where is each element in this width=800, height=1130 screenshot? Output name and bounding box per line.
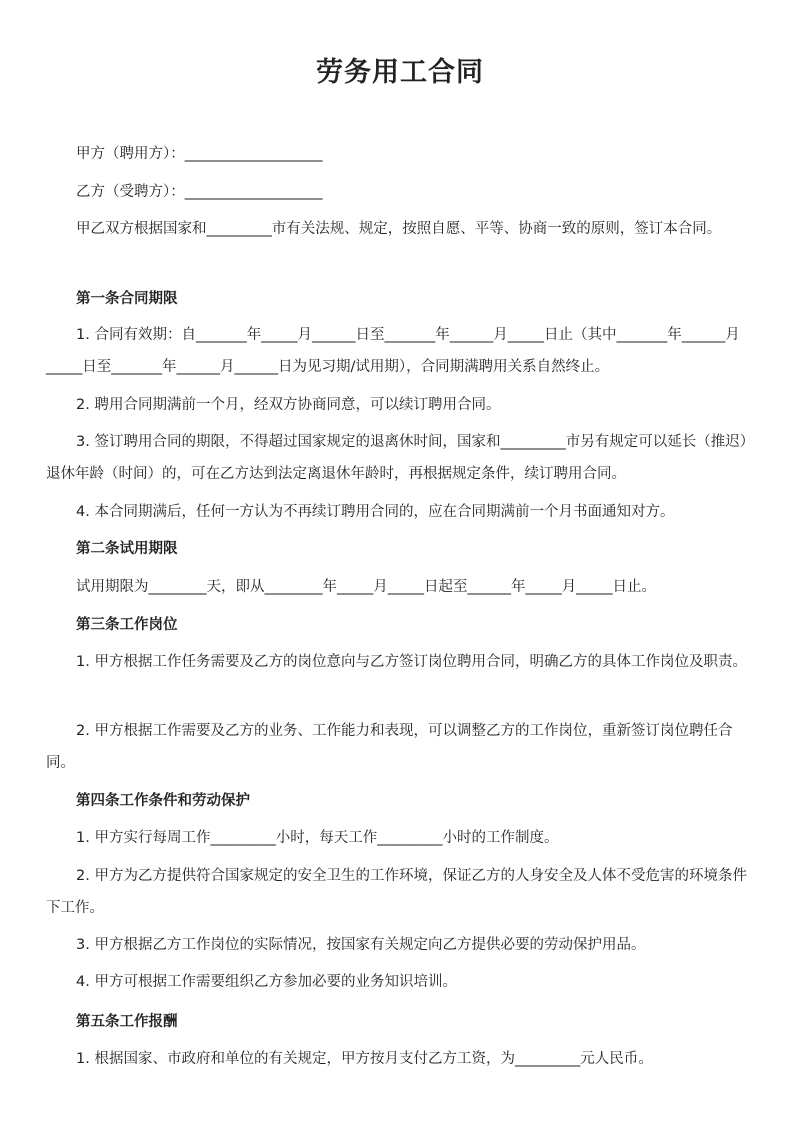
section1-item-3: 3. 签订聘用合同的期限，不得超过国家规定的退离休时间，国家和_________市另有规定可以延长（推迟）退休年龄（时间）的，可在乙方达到法定离退休年龄时，再根据规定条件，续订聘用合同。 (46, 434, 755, 482)
party-b-line: 乙方（受聘方）：___________________ (76, 184, 323, 200)
section4-item-2: 2. 甲方为乙方提供符合国家规定的安全卫生的工作环境，保证乙方的人身安全及人体不受危害的环境条件下工作。 (46, 868, 747, 916)
section4-item-3: 3. 甲方根据乙方工作岗位的实际情况，按国家有关规定向乙方提供必要的劳动保护用品。 (76, 937, 646, 953)
section1-item-4: 4. 本合同期满后，任何一方认为不再续订聘用合同的，应在合同期满前一个月书面通知对方。 (76, 504, 675, 520)
section2-heading: 第二条试用期限 (76, 541, 178, 557)
section4-item-4: 4. 甲方可根据工作需要组织乙方参加必要的业务知识培训。 (76, 974, 457, 990)
document-title: 劳务用工合同 (316, 57, 484, 88)
section3-item-1: 1. 甲方根据工作任务需要及乙方的岗位意向与乙方签订岗位聘用合同，明确乙方的具体工作岗位及职责。 (76, 654, 747, 670)
section2-text: 试用期限为________天，即从________年_____月_____日起至______年_____月_____日止。 (76, 579, 656, 595)
intro-paragraph: 甲乙双方根据国家和_________市有关法规、规定，按照自愿、平等、协商一致的原则，签订本合同。 (76, 221, 722, 237)
party-a-line: 甲方（聘用方）：___________________ (76, 146, 323, 162)
section3-heading: 第三条工作岗位 (76, 617, 178, 633)
section5-heading: 第五条工作报酬 (76, 1014, 178, 1030)
section4-heading: 第四条工作条件和劳动保护 (76, 793, 250, 809)
section5-item-1: 1. 根据国家、市政府和单位的有关规定，甲方按月支付乙方工资，为_________元人民币。 (76, 1051, 653, 1067)
section4-item-1: 1. 甲方实行每周工作_________小时，每天工作_________小时的工作制度。 (76, 830, 559, 846)
section3-item-2: 2. 甲方根据工作需要及乙方的业务、工作能力和表现，可以调整乙方的工作岗位，重新签订岗位聘任合同。 (46, 723, 733, 771)
section1-item-2: 2. 聘用合同期满前一个月，经双方协商同意，可以续订聘用合同。 (76, 397, 501, 413)
section1-heading: 第一条合同期限 (76, 291, 178, 307)
section1-item-1: 1. 合同有效期：自_______年_____月______日至_______年______月_____日止（其中_______年______月_____日至_______年______月______日为见习期/试用期），合同期满聘用关系自然终止。 (46, 327, 740, 375)
